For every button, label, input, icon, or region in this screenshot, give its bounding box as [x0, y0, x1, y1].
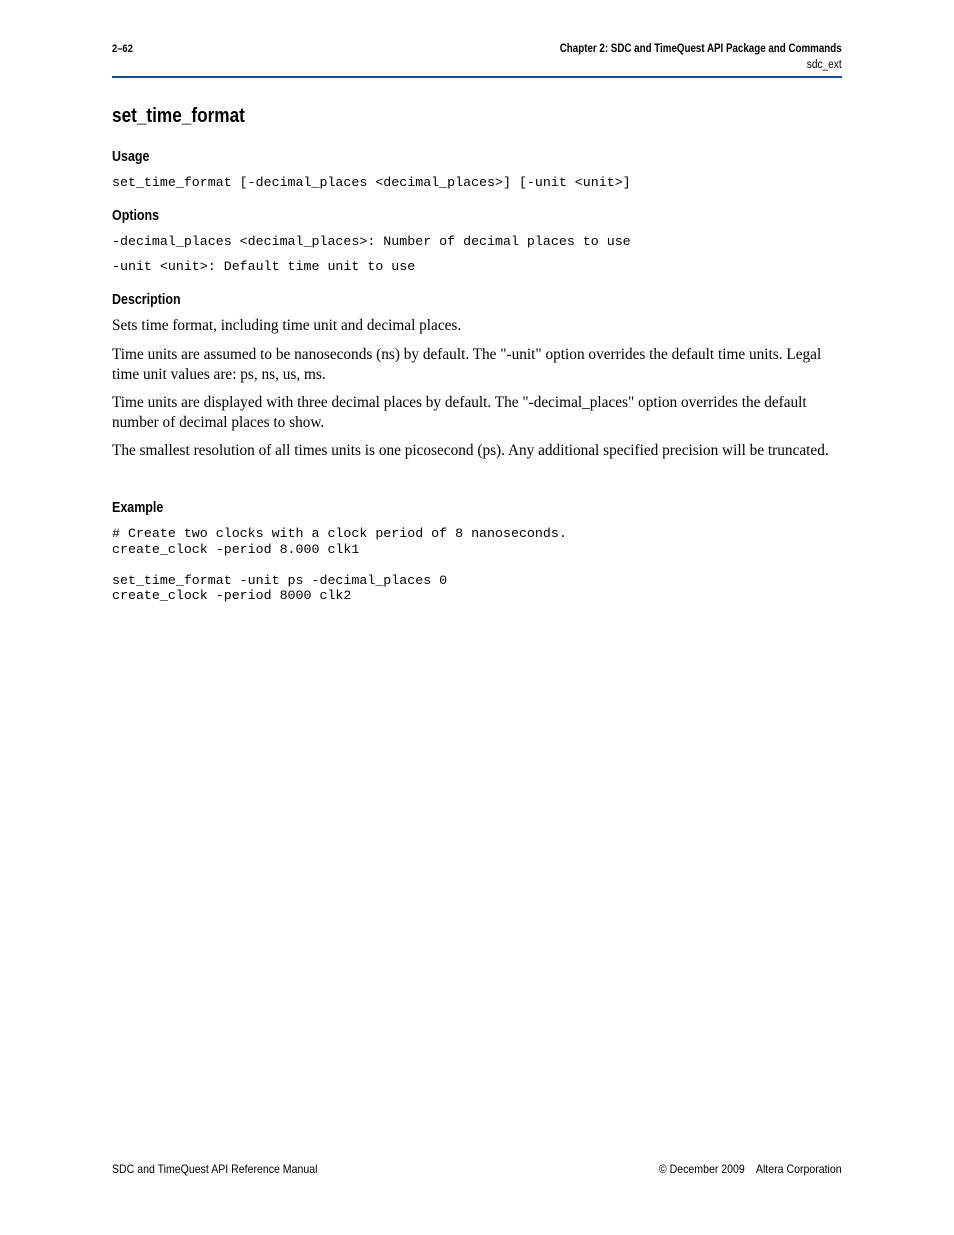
page-number: 2–62	[112, 43, 133, 55]
example-code: # Create two clocks with a clock period of 8 nanoseconds. create_clock -period 8.000 clk1 set_time_format -unit ps -decimal_places 0 create_clock -period 8000 clk2	[112, 526, 567, 603]
option-item: -unit <unit>: Default time unit to use	[112, 259, 416, 274]
usage-heading: Usage	[112, 149, 150, 165]
manual-title: SDC and TimeQuest API Reference Manual	[112, 1162, 318, 1176]
page-title: set_time_format	[112, 105, 245, 127]
options-heading: Options	[112, 208, 160, 224]
option-item: -decimal_places <decimal_places>: Number of decimal places to use	[112, 234, 631, 249]
description-paragraph: Time units are displayed with three decimal places by default. The "-decimal_places" option overrides the default number of decimal places to show.	[112, 394, 807, 431]
description-paragraph: The smallest resolution of all times units is one picosecond (ps). Any additional specified precision will be truncated.	[112, 442, 829, 459]
header-rule	[112, 76, 842, 78]
description-paragraph: Time units are assumed to be nanoseconds (ns) by default. The "-unit" option overrides the default time units. Legal time unit values are: ps, ns, us, ms.	[112, 346, 822, 383]
usage-syntax: set_time_format [-decimal_places <decimal_places>] [-unit <unit>]	[112, 175, 631, 190]
example-heading: Example	[112, 500, 164, 516]
section-name: sdc_ext	[807, 59, 842, 71]
chapter-title: Chapter 2: SDC and TimeQuest API Package and Commands	[560, 43, 842, 55]
description-paragraph: Sets time format, including time unit and decimal places.	[112, 317, 462, 334]
copyright: © December 2009 Altera Corporation	[659, 1162, 842, 1176]
description-heading: Description	[112, 292, 181, 308]
